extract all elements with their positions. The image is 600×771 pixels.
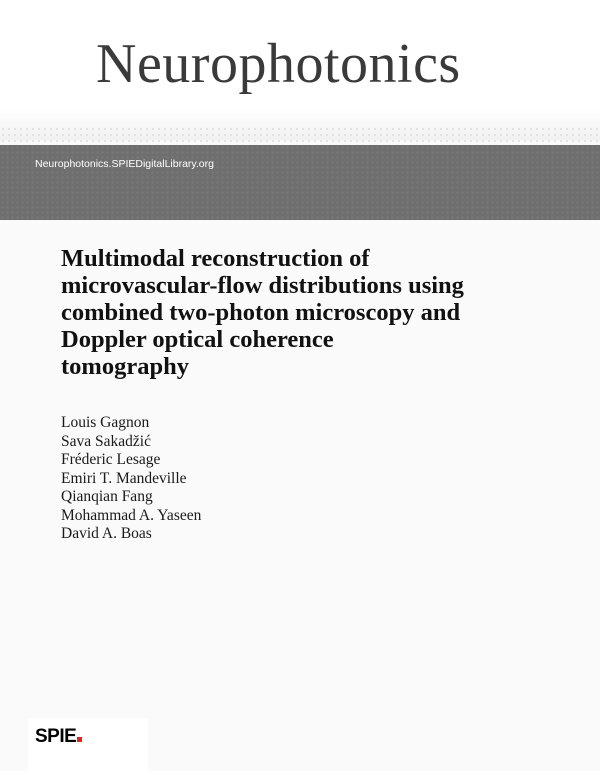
- spie-logo[interactable]: [35, 726, 82, 748]
- author-name: David A. Boas: [61, 525, 152, 542]
- spie-logo-dot-icon: [77, 737, 82, 742]
- header-divider: [0, 126, 600, 146]
- author-name: Louis Gagnon: [61, 414, 150, 431]
- journal-url-band: [0, 145, 600, 220]
- article-title: [61, 245, 531, 380]
- publisher-logo-area: [28, 718, 148, 771]
- author-name: Mohammad A. Yaseen: [61, 506, 202, 524]
- article-title-line: microvascular-flow distributions using: [61, 272, 464, 299]
- article-title-line: Multimodal reconstruction of: [61, 245, 370, 272]
- author-name: Qianqian Fang: [61, 488, 153, 505]
- author-list: [61, 414, 201, 544]
- spie-logo-text: SPIE: [35, 726, 77, 747]
- author-name: Fréderic Lesage: [61, 451, 161, 468]
- author-name: Sava Sakadžić: [61, 432, 151, 450]
- article-title-line: Doppler optical coherence: [61, 326, 334, 353]
- journal-name: Neurophotonics: [96, 33, 461, 95]
- article-title-line: combined two-photon microscopy and: [61, 299, 461, 326]
- journal-url[interactable]: Neurophotonics.SPIEDigitalLibrary.org: [35, 158, 214, 170]
- author-name: Emiri T. Mandeville: [61, 469, 187, 487]
- article-title-line: tomography: [61, 353, 189, 380]
